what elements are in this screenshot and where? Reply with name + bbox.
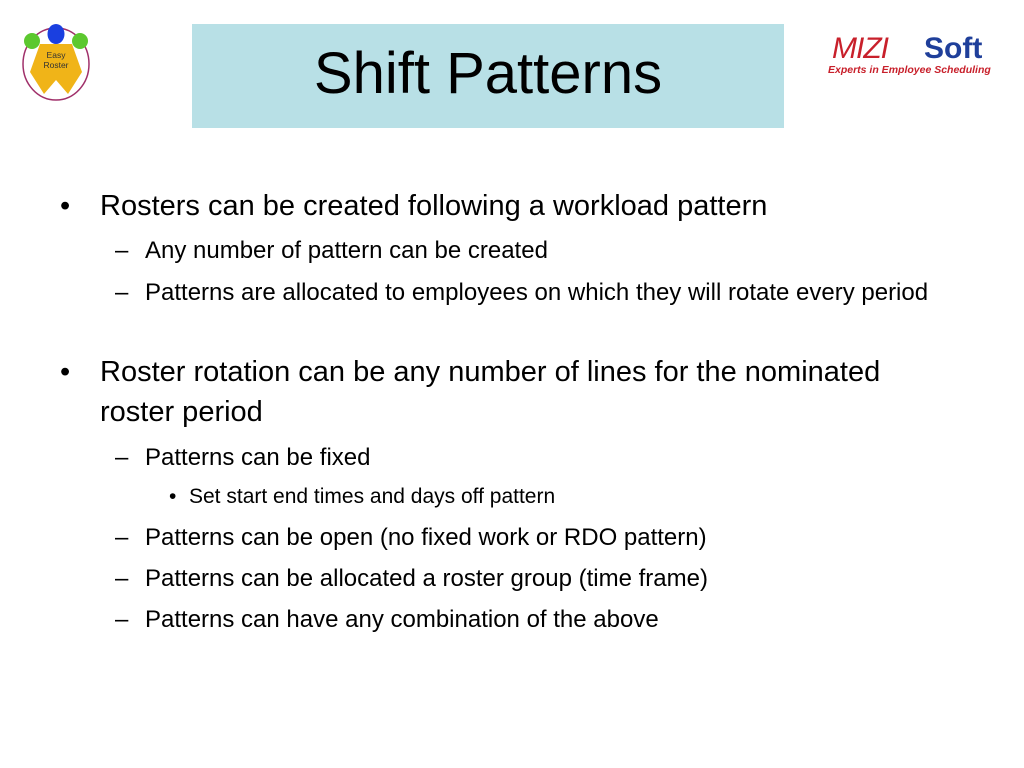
sub-bullet-text: Patterns are allocated to employees on which they will rotate every period [145,279,929,306]
bullet-marker: • [60,190,71,222]
bullet-text: Roster rotation can be any number of lines for the nominated roster period [100,356,881,428]
dash-marker: – [115,565,129,592]
logo-text-line1: Easy [46,50,66,60]
sub-bullet-item [115,521,935,555]
sub-sub-bullet-item [169,483,889,511]
logo-brand-prefix: MIZI [832,32,888,65]
bullet-item [60,186,920,226]
sub-bullet-item [115,276,935,310]
sub-bullet-item [115,603,935,637]
bullet-marker-small: • [169,485,177,508]
logo-text-line2: Roster [43,60,69,70]
slide-title: Shift Patterns [313,41,663,106]
bullet-text: Rosters can be created following a workload pattern [100,190,768,222]
sub-bullet-item [115,562,935,596]
dash-marker: – [115,606,129,633]
sub-bullet-item [115,234,935,268]
sub-bullet-text: Patterns can have any combination of the above [145,606,659,633]
dash-marker: – [115,237,129,264]
sub-bullet-item [115,441,935,475]
dash-marker: – [115,444,129,471]
dash-marker: – [115,279,129,306]
sub-bullet-text: Patterns can be open (no fixed work or RDO pattern) [145,524,707,551]
bullet-item [60,352,920,432]
logo-brand-suffix: Soft [924,32,983,65]
dash-marker: – [115,524,129,551]
logo-tagline: Experts in Employee Scheduling [828,64,991,76]
sub-bullet-text: Any number of pattern can be created [145,237,548,264]
sub-bullet-text: Patterns can be fixed [145,444,371,471]
sub-sub-bullet-text: Set start end times and days off pattern [189,485,556,508]
bullet-marker: • [60,356,71,388]
sub-bullet-text: Patterns can be allocated a roster group (time frame) [145,565,708,592]
